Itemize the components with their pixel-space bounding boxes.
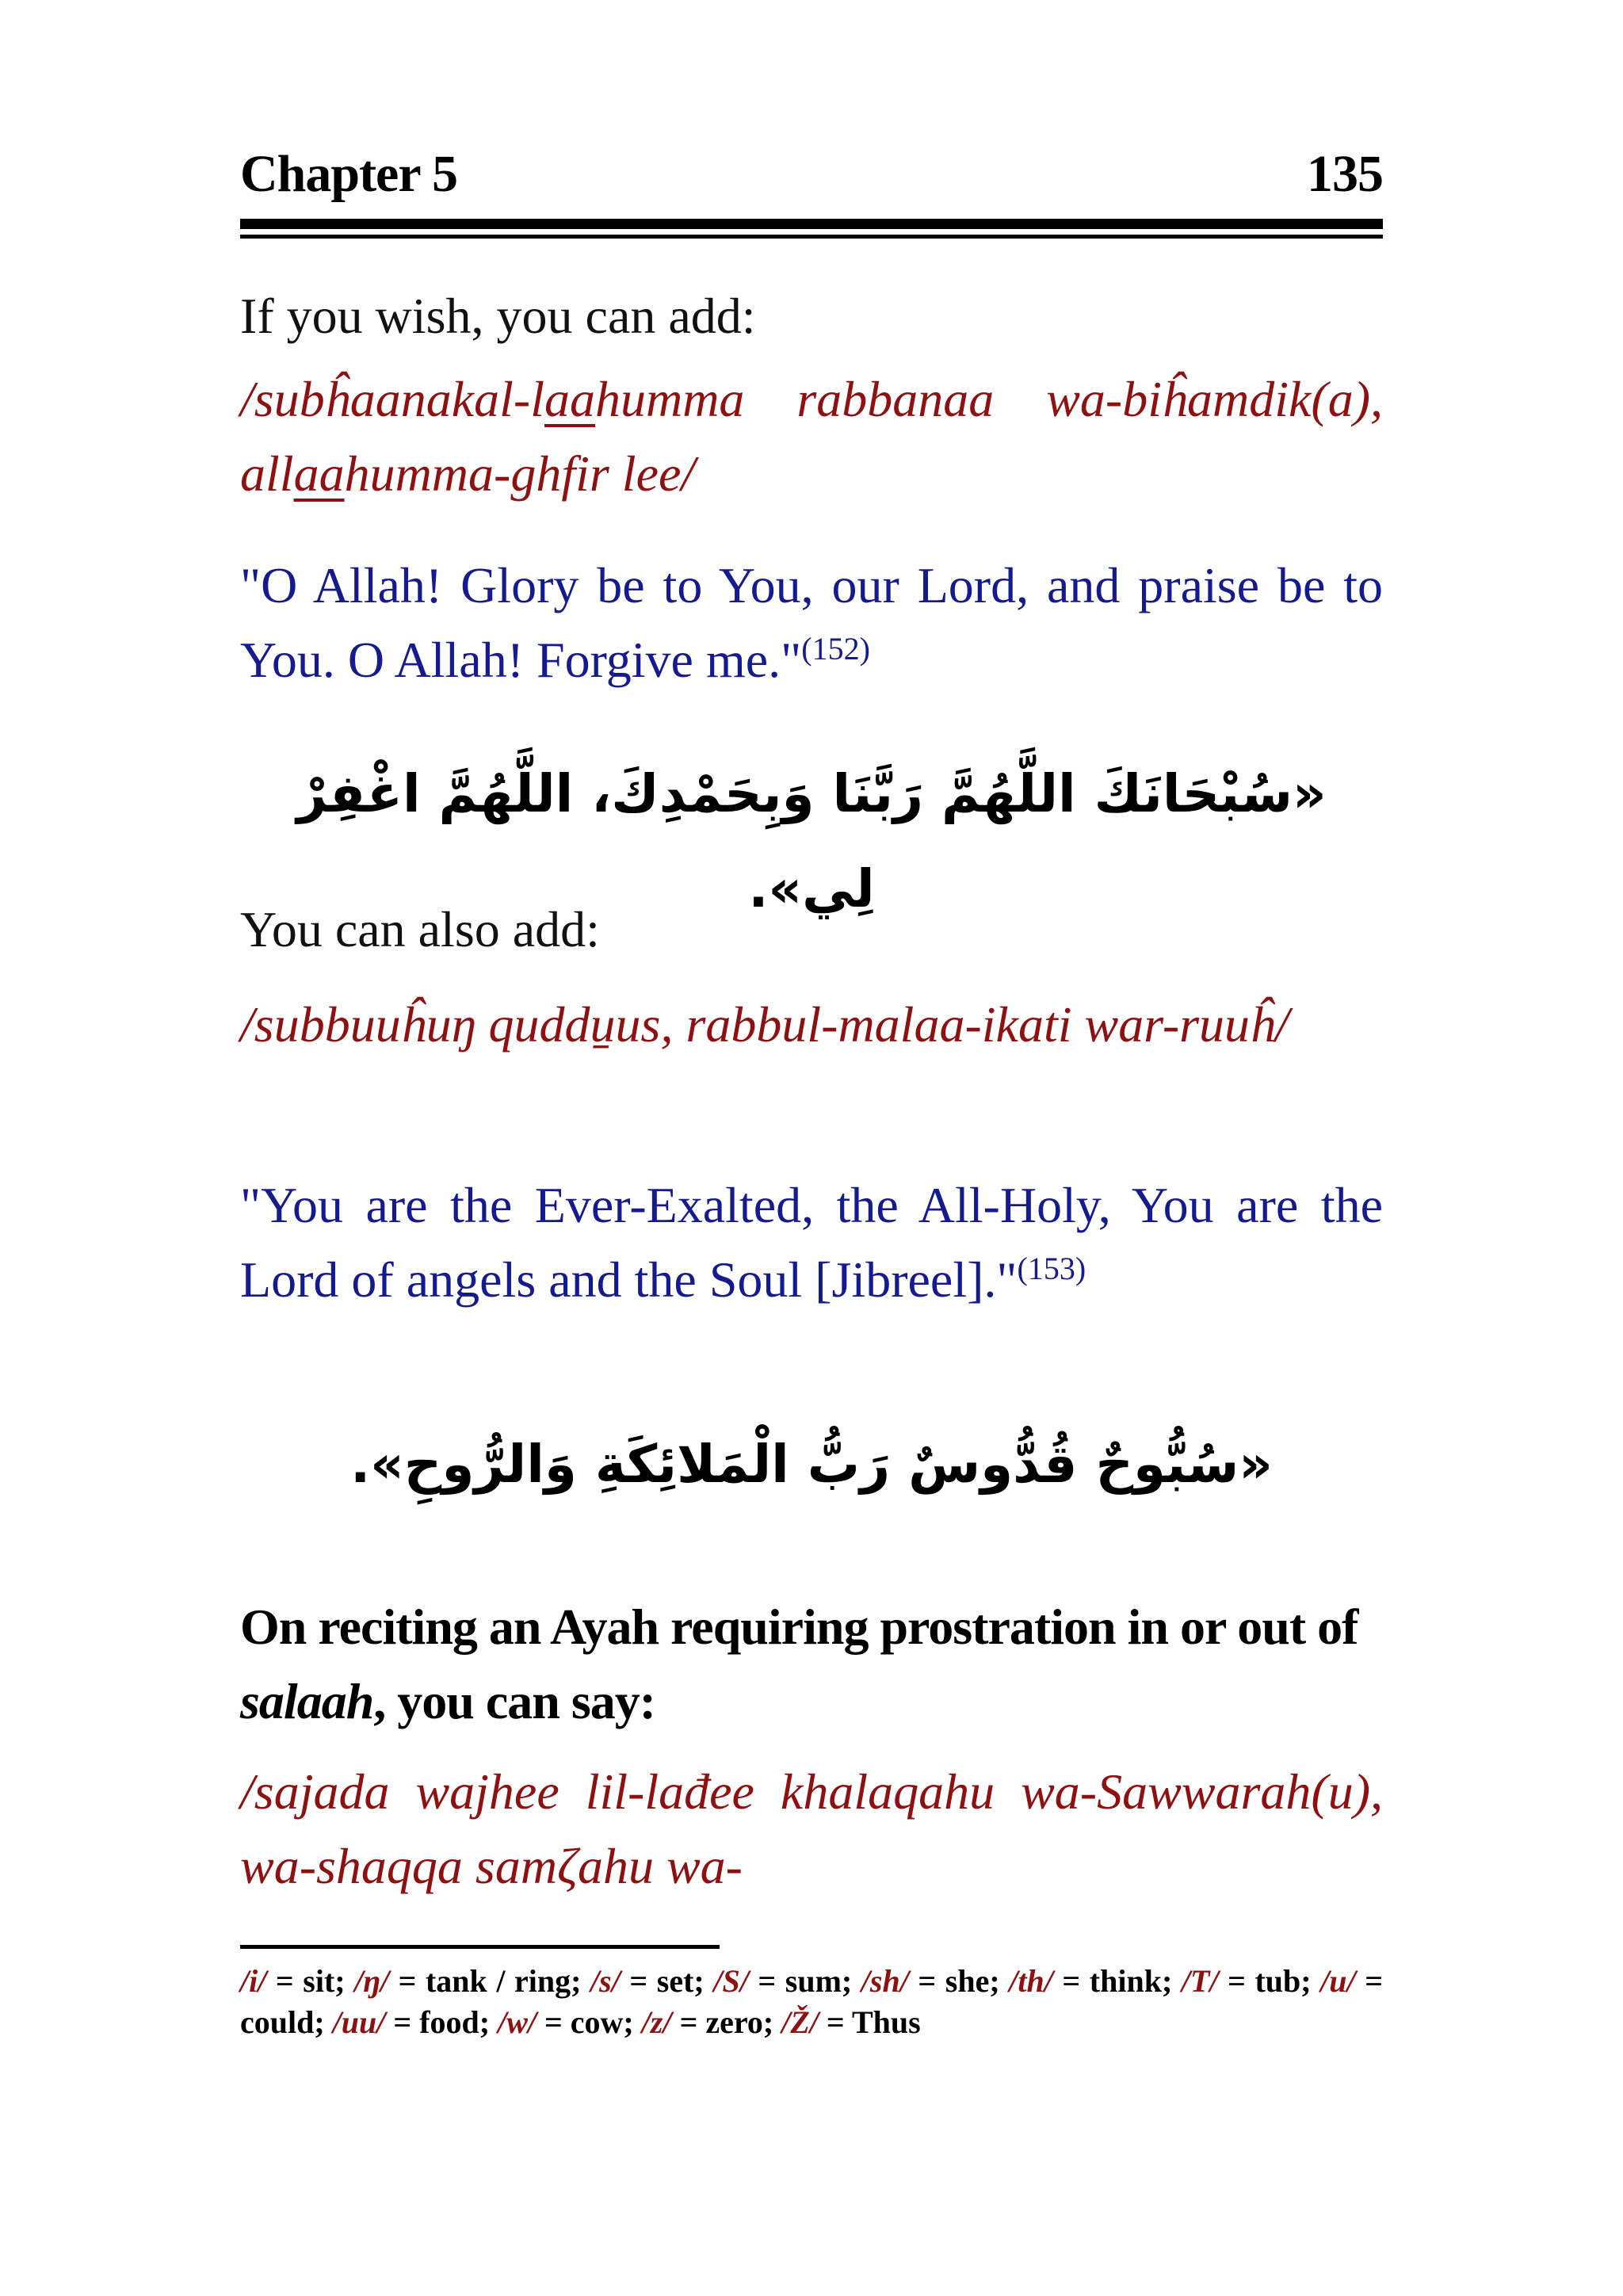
intro-text: You can also add: (240, 901, 600, 957)
key-entry (713, 1963, 852, 1999)
chapter-title: Chapter 5 (240, 145, 457, 203)
key-entry (333, 2004, 490, 2040)
header-rule-thick (240, 219, 1383, 229)
key-symbol: /T/ (1181, 1963, 1219, 1999)
key-entry (861, 1963, 1000, 1999)
key-example: = could; (240, 1963, 1384, 2040)
pronunciation-key (240, 1961, 1383, 2043)
key-example: = sit; (266, 1963, 346, 1999)
key-example: = food; (385, 2004, 491, 2040)
key-symbol: /th/ (1009, 1963, 1053, 1999)
footnote-ref: (152) (801, 631, 870, 667)
key-symbol: /sh/ (861, 1963, 909, 1999)
key-entry (590, 1963, 705, 1999)
footnote-ref: (153) (1017, 1251, 1086, 1286)
transliteration-text: /subbuuĥuŋ quddu̱us, rabbul-malaa-ikati war-ruuĥ/ (240, 996, 1289, 1052)
arabic-text: «سُبْحَانَكَ اللَّهُمَّ رَبَّنَا وَبِحَمْدِكَ، اللَّهُمَّ اغْفِرْ لِي». (296, 763, 1327, 919)
key-entry (642, 2004, 773, 2040)
transliteration-text: /subĥaanakal-laahumma rabbanaa wa-biĥamdik(a), allaahumma-ghfir lee/ (240, 371, 1383, 502)
key-symbol: /Ž/ (781, 2004, 819, 2040)
key-entry (354, 1963, 581, 1999)
key-example: = Thus (818, 2004, 921, 2040)
section-heading: On reciting an Ayah requiring prostration in or out of salaah, you can say: (240, 1599, 1358, 1729)
key-entry (781, 2004, 920, 2040)
key-example: = zero; (671, 2004, 774, 2040)
key-symbol: /ŋ/ (354, 1963, 390, 1999)
key-example: = cow; (537, 2004, 634, 2040)
translation-text: "O Allah! Glory be to You, our Lord, and praise be to You. O Allah! Forgive me."$^{(152)}$ (240, 557, 1383, 688)
key-symbol: /uu/ (332, 2004, 386, 2040)
key-example: = sum; (748, 1963, 853, 1999)
key-example: = set; (620, 1963, 705, 1999)
key-symbol: /s/ (590, 1963, 621, 1999)
page-number: 135 (1307, 145, 1383, 203)
key-example: = tub; (1218, 1963, 1312, 1999)
footnote-rule (240, 1945, 720, 1949)
key-symbol: /u/ (1320, 1963, 1356, 1999)
page-header (240, 145, 1383, 204)
header-rule-thin (240, 235, 1383, 239)
key-symbol: /z/ (641, 2004, 672, 2040)
key-symbol: /w/ (498, 2004, 537, 2040)
key-example: = think; (1052, 1963, 1173, 1999)
key-entry (1182, 1963, 1312, 1999)
key-entry (240, 1963, 346, 1999)
key-example: = tank / ring; (389, 1963, 582, 1999)
intro-text: If you wish, you can add: (240, 288, 756, 344)
key-example: = she; (908, 1963, 1000, 1999)
key-entry (1009, 1963, 1172, 1999)
transliteration-text: /sajada wajhee lil-lađee khalaqahu wa-Sawwarah(u), wa-shaqqa samζahu wa- (240, 1763, 1383, 1894)
translation-text: "You are the Ever-Exalted, the All-Holy, You are the Lord of angels and the Soul [Jibreel]."$^{(153)}$ (240, 1177, 1383, 1308)
key-symbol: /i/ (240, 1963, 267, 1999)
key-entry (498, 2004, 634, 2040)
key-symbol: /S/ (713, 1963, 749, 1999)
arabic-text: «سُبُّوحٌ قُدُّوسٌ رَبُّ الْمَلائِكَةِ وَالرُّوحِ». (350, 1434, 1273, 1495)
